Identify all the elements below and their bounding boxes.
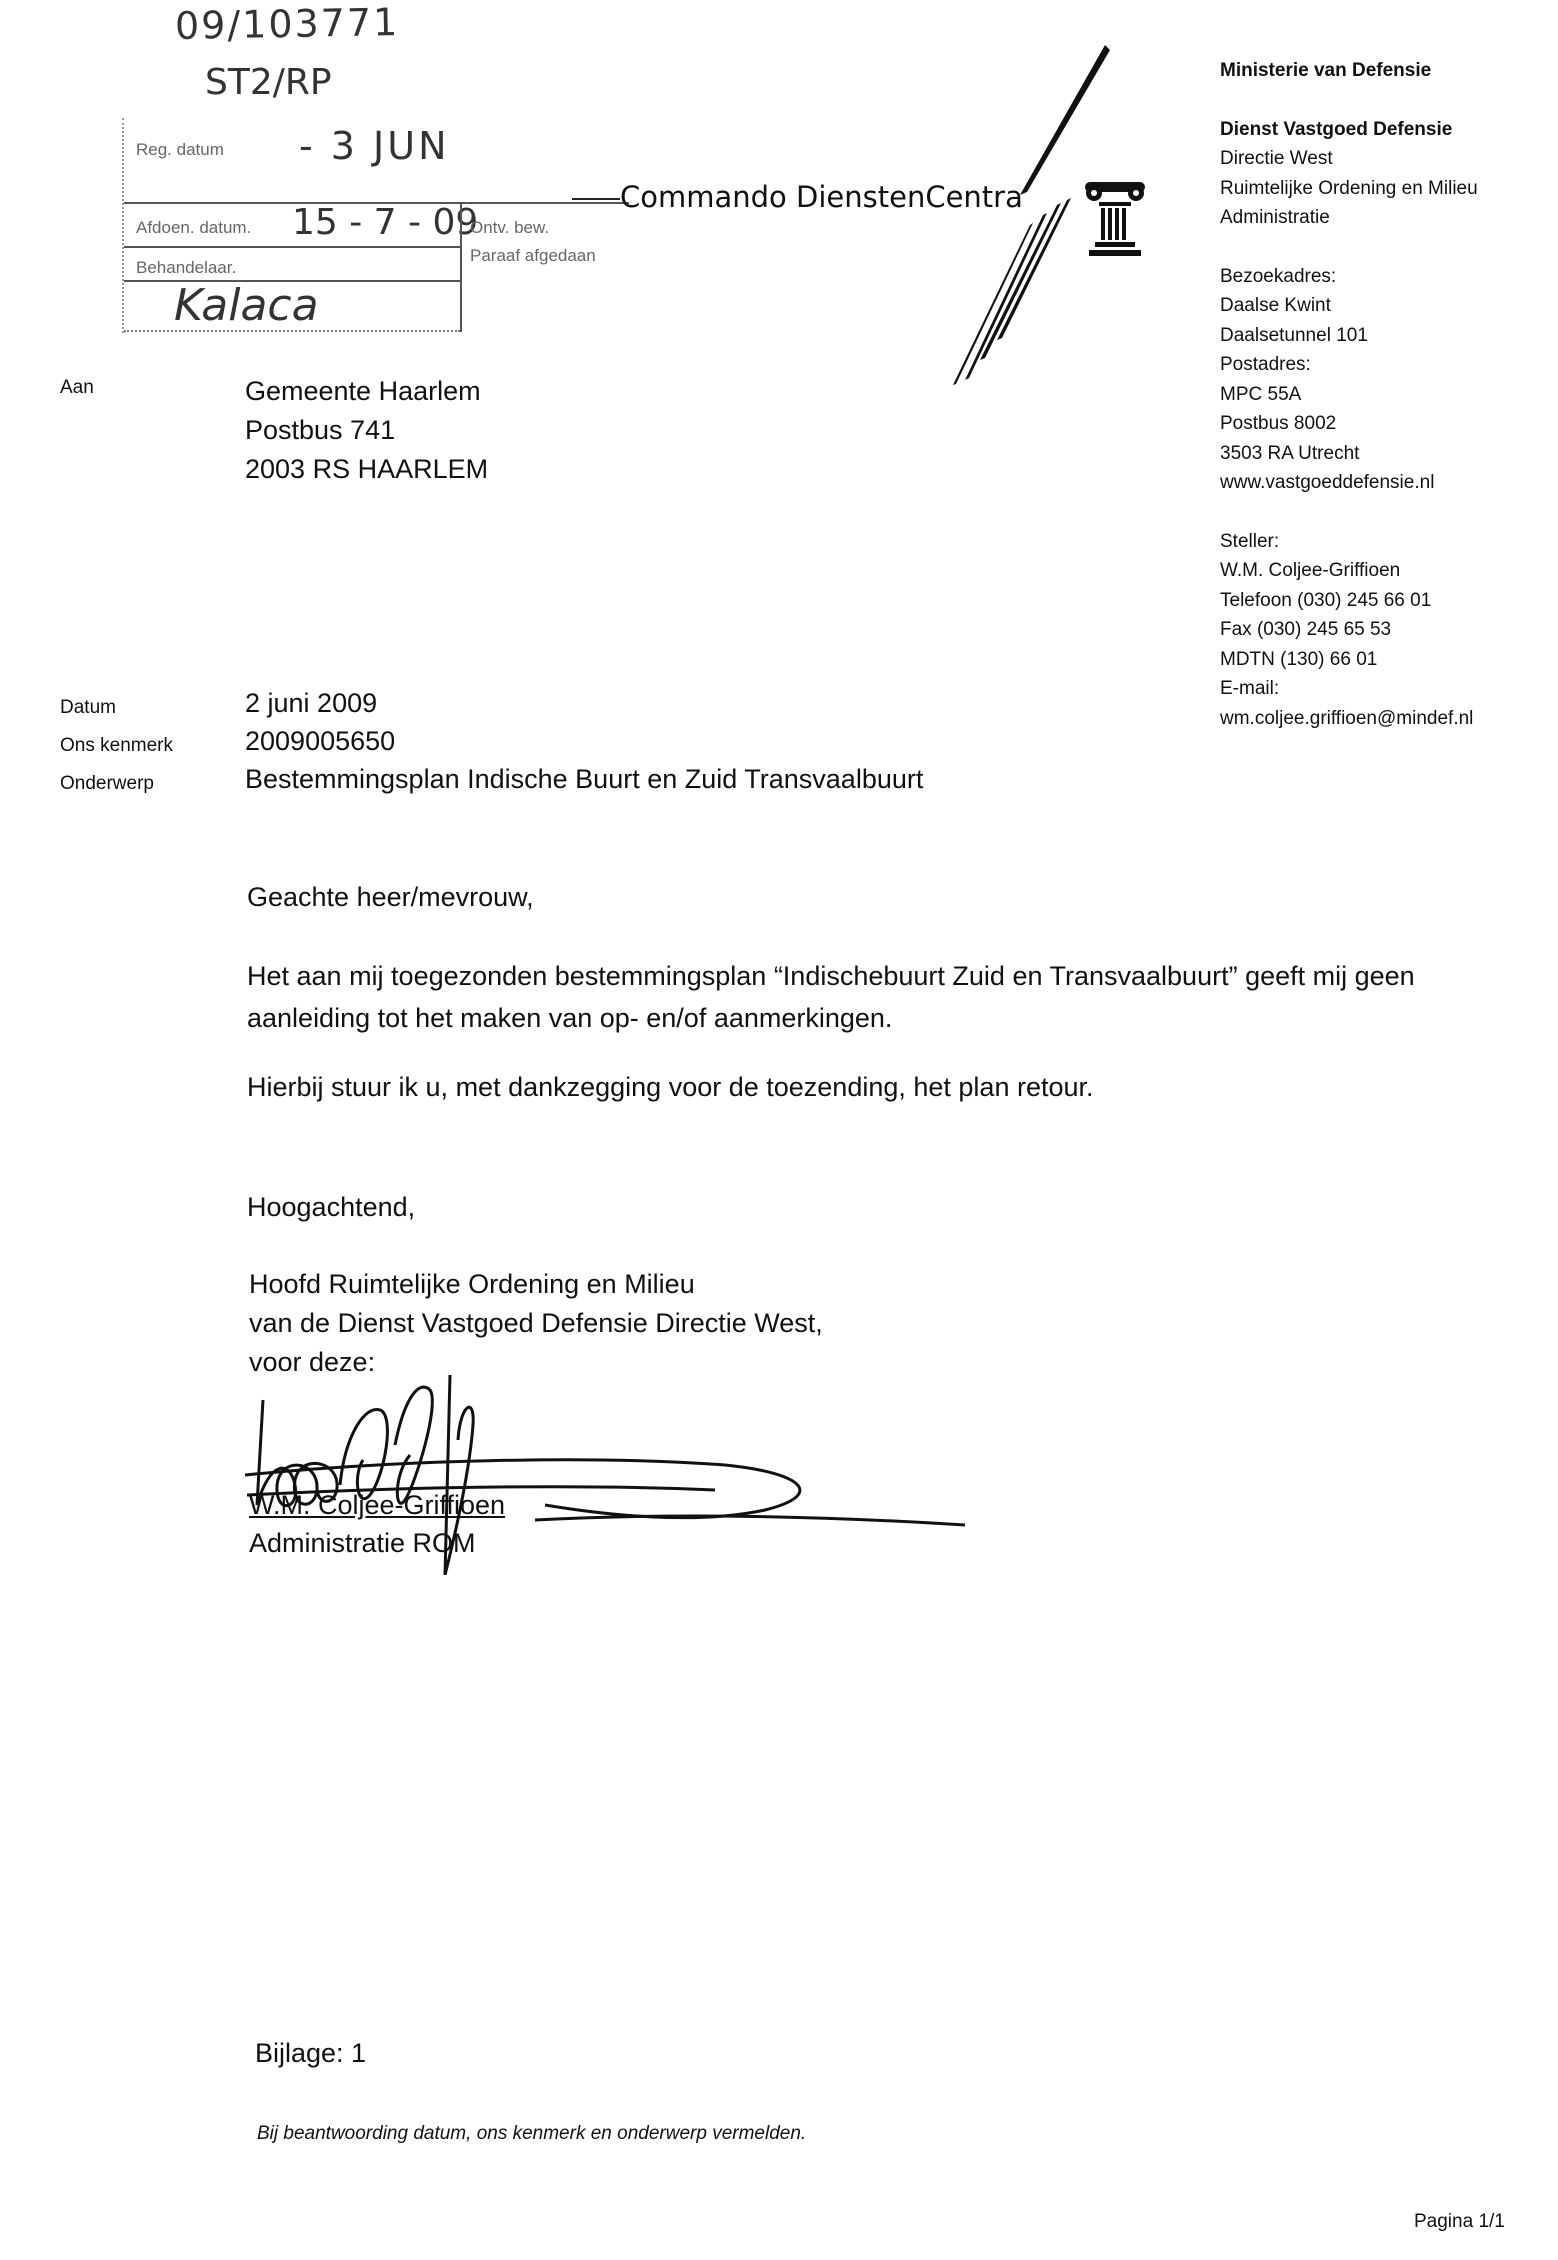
- bijlage: Bijlage: 1: [255, 2038, 367, 2068]
- stamp-registration-number: 09/103771: [174, 0, 400, 48]
- sender-website[interactable]: www.vastgoeddefensie.nl: [1220, 472, 1435, 493]
- sender-directie: Directie West: [1220, 148, 1333, 169]
- stamp-afdoen-value: 15 - 7 - 09: [292, 202, 479, 243]
- steller-label: Steller:: [1220, 530, 1280, 552]
- steller-name: W.M. Coljee-Griffioen: [1220, 560, 1401, 581]
- stamp-paraaf-label: Paraaf afgedaan: [470, 246, 596, 265]
- logo-text: Commando DienstenCentra: [620, 180, 1023, 214]
- sender-block: [1220, 56, 1478, 733]
- paragraph-2: Hierbij stuur ik u, met dankzegging voor de toezending, het plan retour.: [247, 1072, 1094, 1102]
- stamp-behandelaar-label: Behandelaar.: [136, 258, 237, 277]
- stamp-ontv-label: Ontv. bew.: [470, 218, 550, 237]
- paragraph-1-line2: aanleiding tot het maken van op- en/of aanmerkingen.: [247, 1003, 893, 1033]
- sender-afdeling: Ruimtelijke Ordening en Milieu: [1220, 177, 1478, 199]
- paragraph-1: [247, 955, 1415, 1039]
- sender-dienst: Dienst Vastgoed Defensie: [1220, 118, 1453, 140]
- steller-email[interactable]: wm.coljee.griffioen@mindef.nl: [1220, 707, 1474, 729]
- steller-email-label: E-mail:: [1220, 678, 1280, 699]
- signer-role: Administratie ROM: [249, 1528, 476, 1558]
- logo-rule: [572, 198, 620, 200]
- stamp-reg-label: Reg. datum: [136, 140, 224, 159]
- signature-title-line3: voor deze:: [249, 1347, 376, 1377]
- postal-address-line1: MPC 55A: [1220, 383, 1302, 405]
- datum-label: Datum: [60, 697, 116, 718]
- sender-sub: Administratie: [1220, 207, 1330, 228]
- signer-name: W.M. Coljee-Griffioen: [249, 1490, 506, 1520]
- signature-title-line1: Hoofd Ruimtelijke Ordening en Milieu: [249, 1269, 695, 1299]
- steller-fax: Fax (030) 245 65 53: [1220, 619, 1392, 640]
- addressee-line2: Postbus 741: [245, 415, 396, 445]
- stamp-behandelaar-value: Kalaca: [174, 280, 319, 331]
- addressee-line3: 2003 RS HAARLEM: [245, 454, 489, 484]
- steller-telefoon: Telefoon (030) 245 66 01: [1220, 589, 1432, 611]
- onderwerp-label: Onderwerp: [60, 773, 154, 794]
- stamp-afdoen-label: Afdoen. datum.: [136, 218, 252, 237]
- visit-address-line2: Daalsetunnel 101: [1220, 324, 1368, 346]
- stamp-department-code: ST2/RP: [205, 62, 332, 103]
- paragraph-1-line1: Het aan mij toegezonden bestemmingsplan “Indischebuurt Zuid en Transvaalbuurt” geeft mij geen: [247, 961, 1415, 991]
- closing: Hoogachtend,: [247, 1192, 416, 1222]
- stamp-reg-value: - 3 JUN: [299, 124, 450, 168]
- addressee-block: [245, 372, 488, 489]
- visit-address-line1: Daalse Kwint: [1220, 295, 1331, 316]
- postal-address-label: Postadres:: [1220, 354, 1311, 375]
- steller-mdtn: MDTN (130) 66 01: [1220, 648, 1378, 670]
- sender-ministry: Ministerie van Defensie: [1220, 60, 1432, 81]
- salutation: Geachte heer/mevrouw,: [247, 882, 534, 912]
- kenmerk-value: 2009005650: [245, 726, 396, 756]
- onderwerp-value: Bestemmingsplan Indische Buurt en Zuid Transvaalbuurt: [245, 764, 924, 794]
- kenmerk-label: Ons kenmerk: [60, 735, 173, 756]
- reply-note: Bij beantwoording datum, ons kenmerk en onderwerp vermelden.: [257, 2123, 807, 2144]
- receipt-stamp: [122, 118, 644, 333]
- postal-address-line3: 3503 RA Utrecht: [1220, 442, 1360, 464]
- datum-value: 2 juni 2009: [245, 688, 378, 718]
- page-number: Pagina 1/1: [1414, 2211, 1505, 2232]
- signature-title-line2: van de Dienst Vastgoed Defensie Directie West,: [249, 1308, 823, 1338]
- address-label: Aan: [60, 377, 94, 398]
- addressee-line1: Gemeente Haarlem: [245, 376, 481, 406]
- postal-address-line2: Postbus 8002: [1220, 413, 1337, 434]
- visit-address-label: Bezoekadres:: [1220, 265, 1337, 287]
- ionic-column-icon: [1085, 178, 1145, 258]
